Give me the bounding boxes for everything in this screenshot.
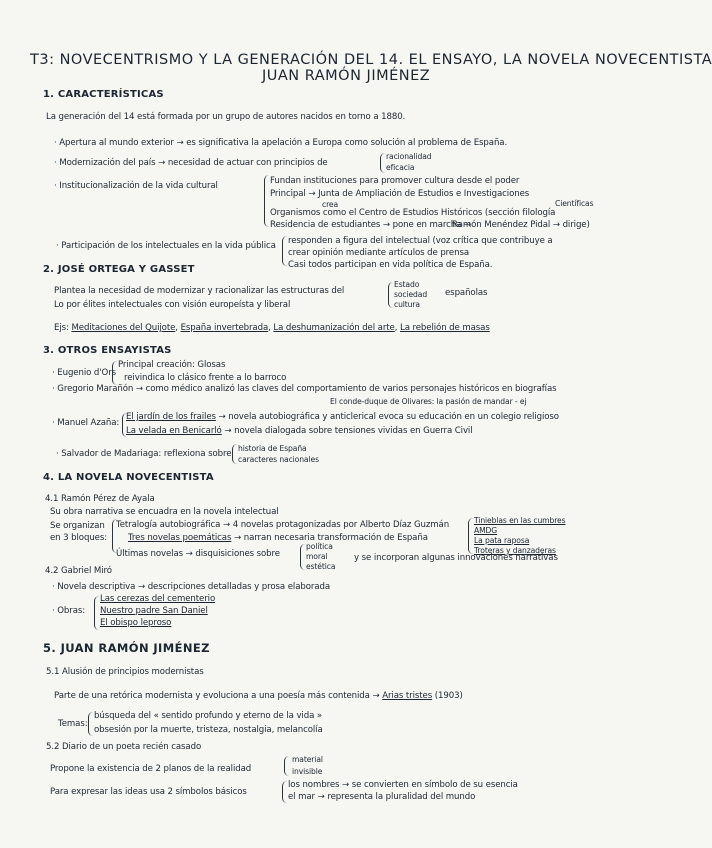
intro-text: La generación del 14 está formada por un grupo de autores nacidos en torno a 1880.: [46, 112, 406, 122]
tema-text: obsesión por la muerte, tristeza, nostalgia, melancolía: [94, 725, 323, 735]
work-title: Nuestro padre San Daniel: [100, 606, 208, 616]
examples-label: Ejs:: [54, 323, 69, 333]
brace: [300, 544, 305, 570]
subsection-heading: 4.2 Gabriel Miró: [45, 566, 112, 576]
brace: [282, 236, 287, 266]
brace: [232, 444, 237, 464]
detail-text: Fundan instituciones para promover cultura desde el poder: [270, 176, 520, 186]
author-maranon: · Gregorio Marañón → como médico analizó las claves del comportamiento de varios personajes históricos en biografías: [52, 384, 557, 394]
examples-line: [54, 323, 490, 334]
option-text: eficacia: [386, 163, 415, 172]
option-text: historia de España: [238, 444, 307, 453]
page-subtitle: JUAN RAMÓN JIMÉNEZ: [262, 68, 431, 84]
bullet-institucionalizacion: · Institucionalización de la vida cultural: [54, 181, 218, 191]
novel-title: La pata raposa: [474, 536, 530, 545]
page-title: T3: NOVECENTRISMO Y LA GENERACIÓN DEL 14. EL ENSAYO, LA NOVELA NOVECENTISTA: [30, 52, 712, 68]
detail-text: Casi todos participan en vida política de España.: [288, 260, 493, 270]
ayala-text: Se organizan: [50, 521, 105, 531]
ortega-text: Lo por élites intelectuales con visión europeísta y liberal: [54, 300, 291, 310]
work-title: España invertebrada: [180, 323, 269, 333]
section-heading: 2. JOSÉ ORTEGA Y GASSET: [43, 264, 195, 275]
option-text: racionalidad: [386, 152, 432, 161]
bullet-apertura: · Apertura al mundo exterior → es significativa la apelación a Europa como solución al problema de España.: [54, 138, 508, 148]
subsection-heading: 5.1 Alusión de principios modernistas: [46, 667, 204, 677]
miro-text: · Novela descriptiva → descripciones detalladas y prosa elaborada: [52, 582, 331, 592]
detail-text: responden a figura del intelectual (voz crítica que contribuye a: [288, 236, 553, 246]
author-madariaga: · Salvador de Madariaga: reflexiona sobre: [56, 449, 232, 459]
brace: [282, 781, 287, 803]
brace: [94, 596, 99, 630]
work-desc: → narran necesaria transformación de España: [233, 533, 428, 543]
option-text: Estado: [394, 280, 420, 289]
separator: ,: [268, 323, 271, 333]
detail-text: crear opinión mediante artículos de prensa: [288, 248, 469, 258]
detail-text: Organismos como el Centro de Estudios Históricos (sección filología: [270, 208, 556, 218]
detail-text: [126, 412, 559, 423]
detail-text: Principal → Junta de Ampliación de Estudios e Investigaciones: [270, 189, 530, 199]
section-heading: 5. JUAN RAMÓN JIMÉNEZ: [43, 641, 210, 655]
option-text: material: [292, 755, 323, 764]
ayala-text: en 3 bloques:: [50, 533, 108, 543]
novel-title: AMDG: [474, 526, 498, 535]
bloque-text: y se incorporan algunas innovaciones narrativas: [354, 553, 558, 563]
detail-text: Residencia de estudiantes → pone en marcha →: [270, 220, 472, 230]
section-heading: 3. OTROS ENSAYISTAS: [43, 345, 172, 356]
separator: ,: [175, 323, 178, 333]
bullet-participacion: · Participación de los intelectuales en la vida pública: [56, 241, 276, 251]
author-dors: · Eugenio d'Ors: [52, 368, 116, 378]
brace: [264, 175, 269, 227]
brace: [388, 282, 393, 308]
work-title: Arias tristes: [382, 691, 433, 701]
ortega-text: Plantea la necesidad de modernizar y racionalizar las estructuras del: [54, 286, 345, 296]
work-desc: → novela dialogada sobre tensiones vividas en Guerra Civil: [224, 426, 473, 436]
brace: [112, 361, 117, 385]
brace: [380, 153, 385, 173]
detail-text: el mar → representa la pluralidad del mundo: [288, 792, 476, 802]
ayala-text: Su obra narrativa se encuadra en la novela intelectual: [50, 507, 279, 517]
bloque-text: [128, 533, 428, 544]
tema-text: búsqueda del « sentido profundo y eterno de la vida »: [94, 711, 323, 721]
option-text: cultura: [394, 300, 420, 309]
work-title: El obispo leproso: [100, 618, 172, 628]
brace: [284, 756, 289, 776]
bullet-modernizacion: · Modernización del país → necesidad de actuar con principios de: [54, 158, 328, 168]
obras-label: · Obras:: [52, 606, 86, 616]
work-title: Tres novelas poemáticas: [128, 533, 232, 543]
work-year: (1903): [434, 691, 463, 701]
jrj-text: Propone la existencia de 2 planos de la realidad: [50, 764, 252, 774]
work-title: La rebelión de masas: [400, 323, 490, 333]
brace: [88, 712, 93, 736]
detail-text: los nombres → se convierten en símbolo de su esencia: [288, 780, 518, 790]
jrj-text: [54, 691, 463, 702]
detail-text: Principal creación: Glosas: [118, 360, 226, 370]
jrj-desc: Parte de una retórica modernista y evoluciona a una poesía más contenida →: [54, 691, 380, 701]
section-heading: 4. LA NOVELA NOVECENTISTA: [43, 472, 214, 483]
work-desc: → novela autobiográfica y anticlerical evoca su educación en un colegio religioso: [218, 412, 559, 422]
author-azana: · Manuel Azaña:: [52, 418, 120, 428]
brace: [468, 518, 473, 554]
detail-text: Ramón Menéndez Pidal → dirige): [452, 220, 590, 230]
detail-text: reivindica lo clásico frente a lo barroco: [124, 373, 287, 383]
work-title: Las cerezas del cementerio: [100, 594, 216, 604]
option-text: moral: [306, 552, 328, 561]
detail-text: [126, 426, 473, 437]
novel-title: Troteras y danzaderas: [474, 546, 556, 555]
subsection-heading: 5.2 Diario de un poeta recién casado: [46, 742, 202, 752]
work-title: La velada en Benicarló: [126, 426, 222, 436]
option-text: invisible: [292, 767, 323, 776]
work-title: El jardín de los frailes: [126, 412, 216, 422]
bloque-text: Tetralogía autobiográfica → 4 novelas protagonizadas por Alberto Díaz Guzmán: [116, 520, 450, 530]
ortega-text: españolas: [445, 288, 488, 298]
novel-title: Tinieblas en las cumbres: [474, 516, 566, 525]
work-title: Meditaciones del Quijote: [71, 323, 176, 333]
option-text: estética: [306, 562, 336, 571]
option-text: caracteres nacionales: [238, 455, 319, 464]
option-text: sociedad: [394, 290, 428, 299]
separator: ,: [394, 323, 398, 333]
option-text: política: [306, 542, 333, 551]
temas-label: Temas:: [58, 719, 88, 729]
detail-text: Científicas: [555, 199, 594, 208]
detail-text: El conde-duque de Olivares: la pasión de mandar - ej: [330, 397, 527, 406]
subsection-heading: 4.1 Ramón Pérez de Ayala: [45, 494, 155, 504]
section-heading: 1. CARACTERÍSTICAS: [43, 89, 164, 100]
jrj-text: Para expresar las ideas usa 2 símbolos básicos: [50, 787, 247, 797]
detail-text: crea: [322, 200, 339, 209]
work-title: La deshumanización del arte: [273, 323, 395, 333]
bloque-text: Últimas novelas → disquisiciones sobre: [116, 549, 280, 559]
